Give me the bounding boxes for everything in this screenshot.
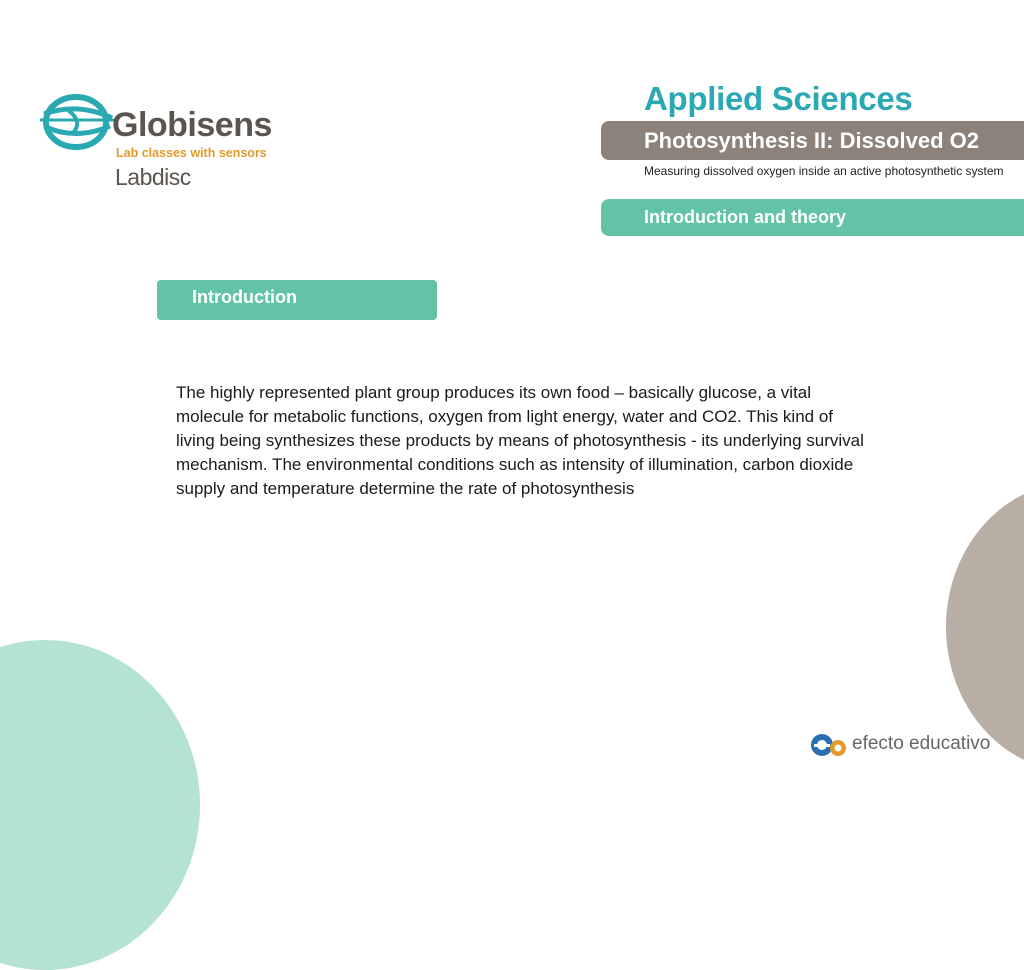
title-bar: [601, 121, 1024, 160]
section-bar: [601, 199, 1024, 236]
logo-tagline: Lab classes with sensors: [116, 146, 267, 160]
section-title: Introduction and theory: [644, 207, 846, 227]
page-subtitle: Measuring dissolved oxygen inside an active photosynthetic system: [644, 164, 1004, 178]
introduction-paragraph: The highly represented plant group produces its own food – basically glucose, a vital molecule for metabolic functions, oxygen from light energy, water and CO2. This kind of living being synthesizes these products by means of photosynthesis - its underlying survival mechanism. The environmental conditions such as intensity of illumination, carbon dioxide supply and temperature determine the rate of photosynthesis: [176, 383, 864, 498]
ea-logo-icon: [810, 730, 848, 760]
brand-title: Applied Sciences: [644, 80, 913, 117]
logo-name: Globisens: [112, 106, 272, 144]
decorative-circle-left: [0, 640, 200, 970]
introduction-tab: [157, 280, 437, 320]
logo-product: Labdisc: [115, 164, 191, 190]
globe-swirl-icon: [38, 84, 118, 164]
page-title: Photosynthesis II: Dissolved O2: [644, 128, 979, 153]
efecto-educativo-logo: [810, 728, 1010, 762]
footer-publisher: efecto educativo: [852, 733, 991, 754]
globisens-logo: [38, 84, 278, 194]
introduction-label: Introduction: [192, 287, 297, 307]
